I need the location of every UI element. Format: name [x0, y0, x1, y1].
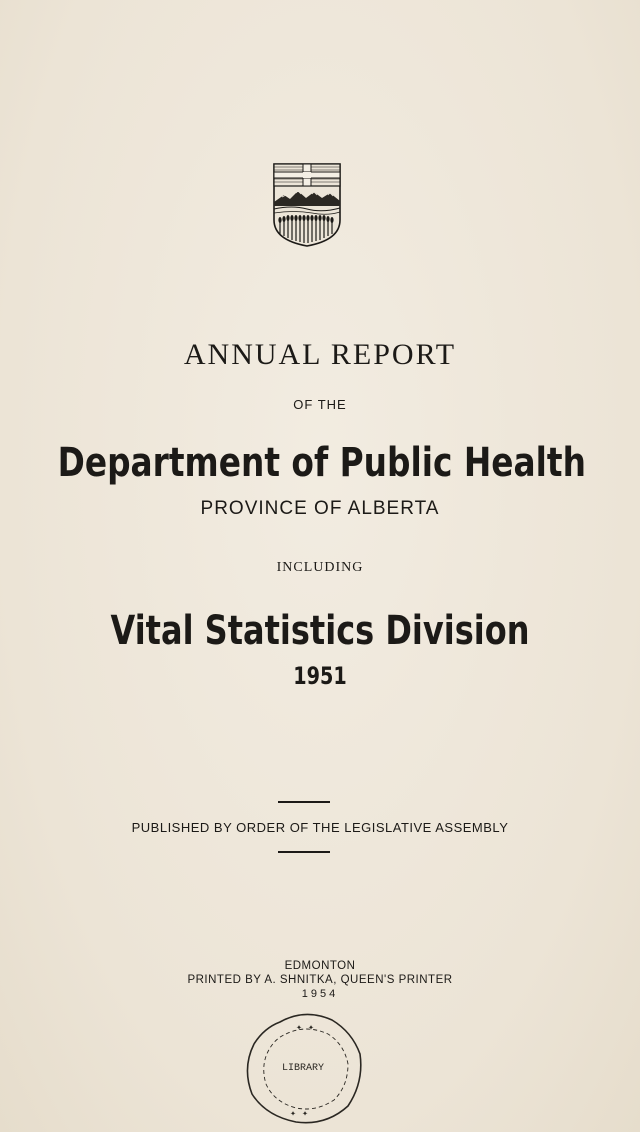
divider-bottom [278, 851, 330, 853]
stamp-library-text: LIBRARY [282, 1063, 325, 1074]
of-the-label: OF THE [293, 397, 347, 412]
including-label: INCLUDING [276, 560, 364, 575]
divider-top [278, 801, 330, 803]
province-name: PROVINCE OF ALBERTA [200, 498, 440, 519]
division-name: Vital Statistics Division [110, 608, 530, 654]
stamp-arc-glyph-top: ✦ ✦ [296, 1023, 315, 1034]
report-year: 1951 [293, 662, 347, 690]
publication-city: EDMONTON [284, 960, 356, 972]
alberta-coat-of-arms-icon [272, 162, 342, 248]
published-by-line: PUBLISHED BY ORDER OF THE LEGISLATIVE ASSEMBLY [131, 820, 509, 835]
report-title: ANNUAL REPORT [183, 338, 457, 371]
stamp-arc-glyph-bottom: ✦ ✦ [290, 1109, 309, 1120]
department-name: Department of Public Health [57, 440, 586, 486]
printer-line: PRINTED BY A. SHNITKA, QUEEN'S PRINTER [187, 974, 453, 986]
library-stamp-icon [240, 1008, 370, 1128]
publication-year: 1954 [301, 988, 339, 1000]
